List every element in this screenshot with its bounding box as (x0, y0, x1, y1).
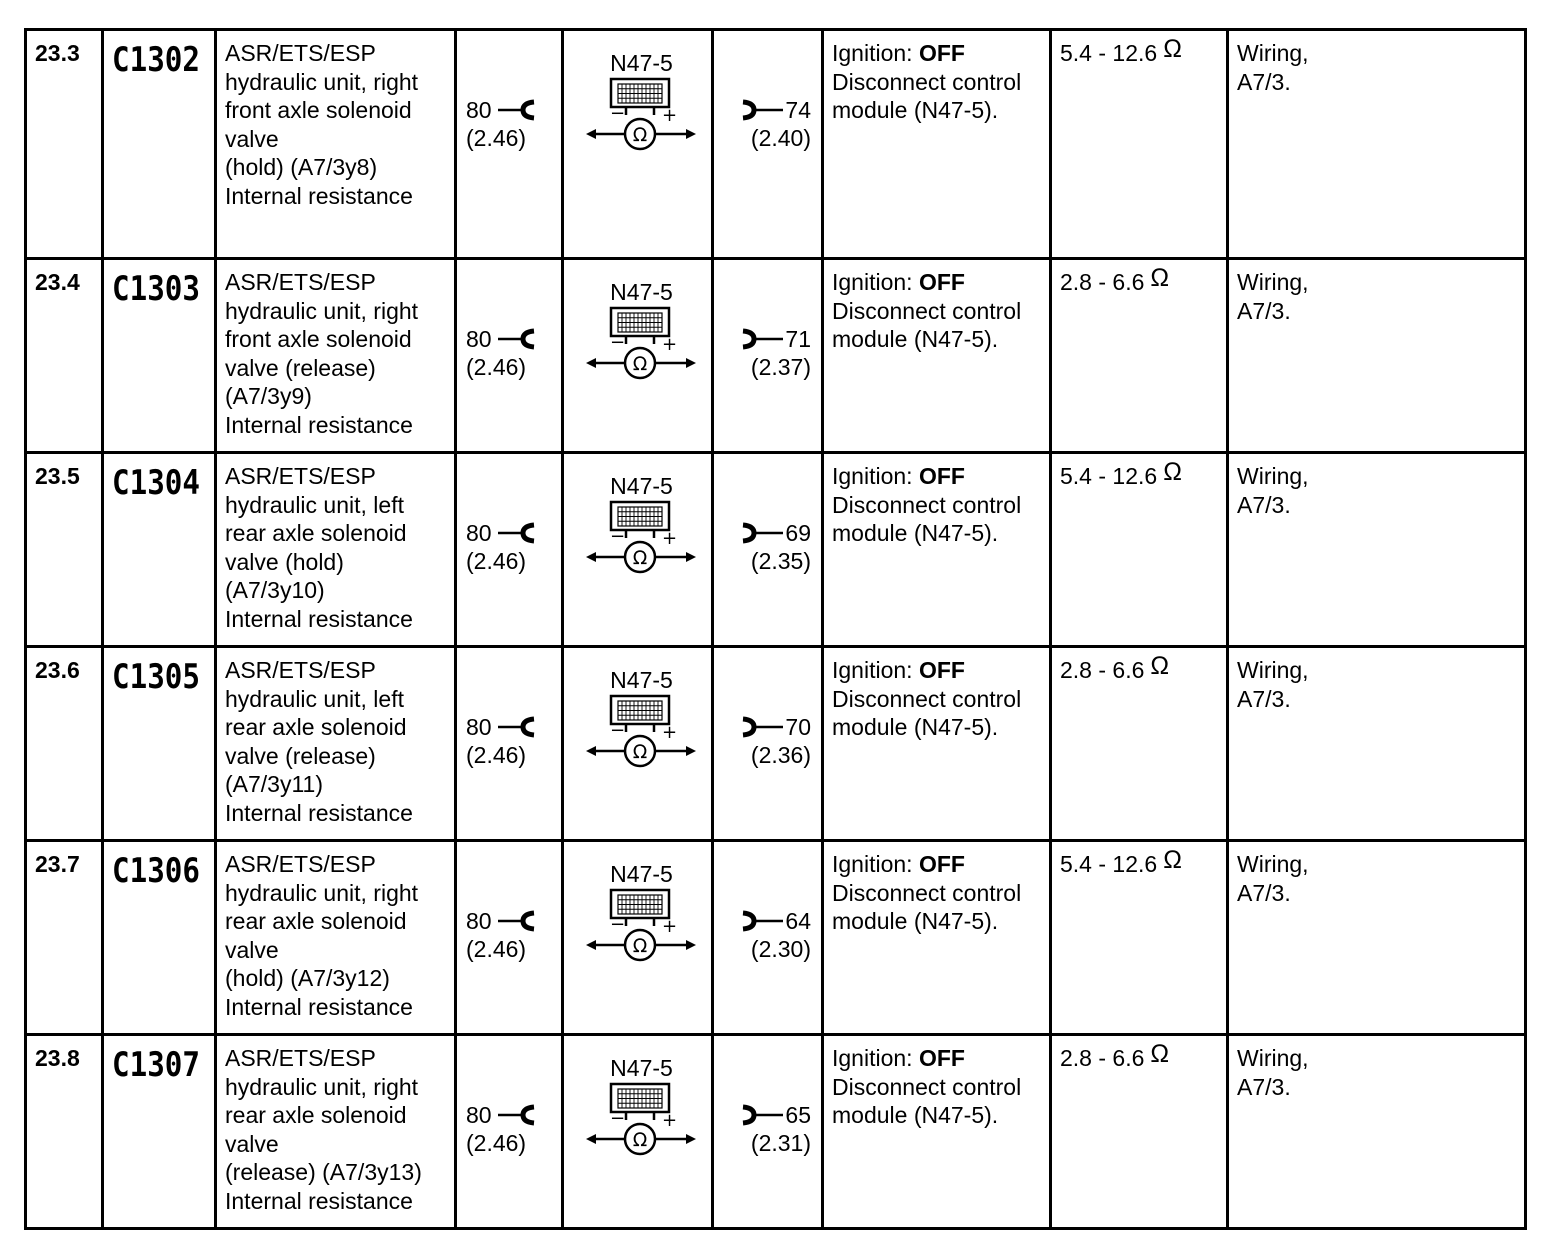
svg-text:C1303: C1303 (112, 269, 200, 309)
condition-label: Ignition: (832, 269, 913, 295)
svg-text:−: − (609, 1107, 625, 1129)
ignition-state: OFF (918, 851, 965, 877)
pin-connector-icon (739, 716, 785, 738)
right-pin-code: (2.40) (750, 125, 811, 151)
test-condition (823, 30, 1051, 259)
svg-text:C1306: C1306 (112, 851, 200, 891)
ohmmeter-connector-icon (582, 77, 702, 155)
right-pin-cell (713, 259, 823, 453)
test-condition (823, 259, 1051, 453)
component-description: ASR/ETS/ESP hydraulic unit, right front axle solenoid valve (release) (A7/3y9) Internal resistance (216, 259, 456, 453)
right-pin-cell (713, 30, 823, 259)
resistance-range: 2.8 - 6.6 (1060, 657, 1145, 683)
svg-text:C1302: C1302 (112, 40, 200, 80)
diagnostic-table (24, 28, 1527, 1230)
condition-label: Ignition: (832, 1045, 913, 1071)
pin-connector-icon (739, 328, 785, 350)
remedy: Wiring, A7/3. (1228, 841, 1526, 1035)
ohmmeter-connector-icon (582, 306, 702, 384)
ohmmeter-connector-icon (582, 694, 702, 772)
left-pin-cell (456, 30, 563, 259)
remedy: Wiring, A7/3. (1228, 453, 1526, 647)
module-label: N47-5 (610, 50, 673, 76)
condition-action: Disconnect control module (N47-5). (832, 1073, 1022, 1128)
module-cell (563, 453, 713, 647)
test-condition (823, 647, 1051, 841)
right-pin-code: (2.31) (750, 1130, 811, 1156)
ohm-unit: Ω (1163, 458, 1182, 486)
left-pin-number: 80 (466, 325, 492, 352)
right-pin-number: 74 (785, 96, 811, 123)
module-label: N47-5 (610, 861, 673, 887)
ignition-state: OFF (918, 40, 965, 66)
table-row (26, 453, 1526, 647)
fault-code-display (112, 269, 204, 309)
step-number: 23.3 (26, 30, 103, 259)
right-pin-cell (713, 841, 823, 1035)
nominal-value (1051, 30, 1228, 259)
left-pin-code: (2.46) (466, 1130, 527, 1156)
remedy: Wiring, A7/3. (1228, 259, 1526, 453)
fault-code-display (112, 463, 204, 503)
svg-text:C1307: C1307 (112, 1045, 200, 1085)
component-description: ASR/ETS/ESP hydraulic unit, right rear axle solenoid valve (hold) (A7/3y12) Internal resistance (216, 841, 456, 1035)
svg-text:C1305: C1305 (112, 657, 200, 697)
svg-text:Ω: Ω (632, 934, 647, 957)
svg-text:+: + (661, 527, 677, 549)
svg-text:Ω: Ω (632, 1128, 647, 1151)
resistance-range: 5.4 - 12.6 (1060, 851, 1158, 877)
right-pin-number: 65 (785, 1101, 811, 1128)
condition-label: Ignition: (832, 657, 913, 683)
ignition-state: OFF (918, 1045, 965, 1071)
svg-text:C1304: C1304 (112, 463, 200, 503)
fault-code (103, 841, 216, 1035)
left-pin-cell (456, 453, 563, 647)
svg-text:Ω: Ω (632, 123, 647, 146)
resistance-range: 2.8 - 6.6 (1060, 1045, 1145, 1071)
ohm-unit: Ω (1150, 652, 1170, 680)
remedy: Wiring, A7/3. (1228, 30, 1526, 259)
svg-text:−: − (609, 525, 625, 547)
module-label: N47-5 (610, 473, 673, 499)
nominal-value (1051, 453, 1228, 647)
condition-action: Disconnect control module (N47-5). (832, 68, 1022, 123)
right-pin-number: 64 (785, 907, 811, 934)
table-row (26, 1035, 1526, 1229)
right-pin-cell (713, 647, 823, 841)
ohmmeter-connector-icon (582, 888, 702, 966)
pin-connector-icon (739, 1104, 785, 1126)
svg-text:+: + (661, 721, 677, 743)
socket-connector-icon (492, 1104, 538, 1126)
step-number: 23.5 (26, 453, 103, 647)
resistance-range: 5.4 - 12.6 (1060, 40, 1158, 66)
svg-text:−: − (609, 331, 625, 353)
fault-code-display (112, 851, 204, 891)
ohmmeter-connector-icon (582, 500, 702, 578)
right-pin-number: 70 (785, 713, 811, 740)
step-number: 23.8 (26, 1035, 103, 1229)
socket-connector-icon (492, 716, 538, 738)
resistance-range: 5.4 - 12.6 (1060, 463, 1158, 489)
left-pin-number: 80 (466, 907, 492, 934)
module-label: N47-5 (610, 279, 673, 305)
ignition-state: OFF (918, 463, 965, 489)
ohm-unit: Ω (1163, 35, 1182, 63)
ohm-unit: Ω (1150, 264, 1170, 292)
step-number: 23.4 (26, 259, 103, 453)
condition-label: Ignition: (832, 463, 913, 489)
pin-connector-icon (739, 99, 785, 121)
table-row (26, 647, 1526, 841)
left-pin-code: (2.46) (466, 125, 527, 151)
left-pin-number: 80 (466, 1101, 492, 1128)
module-cell (563, 1035, 713, 1229)
condition-action: Disconnect control module (N47-5). (832, 879, 1022, 934)
step-number: 23.6 (26, 647, 103, 841)
resistance-range: 2.8 - 6.6 (1060, 269, 1145, 295)
condition-action: Disconnect control module (N47-5). (832, 491, 1022, 546)
svg-text:+: + (661, 333, 677, 355)
socket-connector-icon (492, 328, 538, 350)
left-pin-number: 80 (466, 96, 492, 123)
nominal-value (1051, 841, 1228, 1035)
right-pin-number: 71 (785, 325, 811, 352)
left-pin-code: (2.46) (466, 548, 527, 574)
left-pin-code: (2.46) (466, 936, 527, 962)
fault-code (103, 647, 216, 841)
component-description: ASR/ETS/ESP hydraulic unit, left rear axle solenoid valve (release) (A7/3y11) Internal resistance (216, 647, 456, 841)
left-pin-code: (2.46) (466, 742, 527, 768)
svg-text:+: + (661, 1109, 677, 1131)
component-description: ASR/ETS/ESP hydraulic unit, right front axle solenoid valve (hold) (A7/3y8) Internal resistance (216, 30, 456, 259)
svg-text:−: − (609, 102, 625, 124)
fault-code-display (112, 657, 204, 697)
svg-text:+: + (661, 104, 677, 126)
module-cell (563, 30, 713, 259)
svg-text:Ω: Ω (632, 352, 647, 375)
nominal-value (1051, 259, 1228, 453)
socket-connector-icon (492, 910, 538, 932)
fault-code (103, 1035, 216, 1229)
remedy: Wiring, A7/3. (1228, 1035, 1526, 1229)
left-pin-cell (456, 841, 563, 1035)
left-pin-code: (2.46) (466, 354, 527, 380)
ohm-unit: Ω (1163, 846, 1182, 874)
right-pin-code: (2.36) (750, 742, 811, 768)
pin-connector-icon (739, 522, 785, 544)
right-pin-code: (2.30) (750, 936, 811, 962)
condition-label: Ignition: (832, 851, 913, 877)
condition-label: Ignition: (832, 40, 913, 66)
ohmmeter-connector-icon (582, 1082, 702, 1160)
left-pin-cell (456, 647, 563, 841)
nominal-value (1051, 1035, 1228, 1229)
ignition-state: OFF (918, 657, 965, 683)
right-pin-code: (2.37) (750, 354, 811, 380)
table-row (26, 259, 1526, 453)
left-pin-cell (456, 1035, 563, 1229)
test-condition (823, 453, 1051, 647)
right-pin-number: 69 (785, 519, 811, 546)
nominal-value (1051, 647, 1228, 841)
fault-code-display (112, 1045, 204, 1085)
left-pin-cell (456, 259, 563, 453)
svg-text:+: + (661, 915, 677, 937)
right-pin-cell (713, 453, 823, 647)
svg-text:Ω: Ω (632, 740, 647, 763)
condition-action: Disconnect control module (N47-5). (832, 685, 1022, 740)
left-pin-number: 80 (466, 713, 492, 740)
component-description: ASR/ETS/ESP hydraulic unit, right rear axle solenoid valve (release) (A7/3y13) Internal resistance (216, 1035, 456, 1229)
right-pin-cell (713, 1035, 823, 1229)
module-cell (563, 259, 713, 453)
fault-code (103, 453, 216, 647)
socket-connector-icon (492, 522, 538, 544)
svg-text:−: − (609, 913, 625, 935)
left-pin-number: 80 (466, 519, 492, 546)
test-condition (823, 841, 1051, 1035)
module-label: N47-5 (610, 1055, 673, 1081)
table-body (26, 30, 1526, 1229)
fault-code (103, 30, 216, 259)
svg-text:Ω: Ω (632, 546, 647, 569)
module-cell (563, 647, 713, 841)
component-description: ASR/ETS/ESP hydraulic unit, left rear axle solenoid valve (hold) (A7/3y10) Internal resistance (216, 453, 456, 647)
socket-connector-icon (492, 99, 538, 121)
module-label: N47-5 (610, 667, 673, 693)
pin-connector-icon (739, 910, 785, 932)
fault-code-display (112, 40, 204, 80)
table-row (26, 30, 1526, 259)
step-number: 23.7 (26, 841, 103, 1035)
table-row (26, 841, 1526, 1035)
remedy: Wiring, A7/3. (1228, 647, 1526, 841)
ignition-state: OFF (918, 269, 965, 295)
svg-text:−: − (609, 719, 625, 741)
right-pin-code: (2.35) (750, 548, 811, 574)
fault-code (103, 259, 216, 453)
test-condition (823, 1035, 1051, 1229)
condition-action: Disconnect control module (N47-5). (832, 297, 1022, 352)
ohm-unit: Ω (1150, 1040, 1170, 1068)
module-cell (563, 841, 713, 1035)
